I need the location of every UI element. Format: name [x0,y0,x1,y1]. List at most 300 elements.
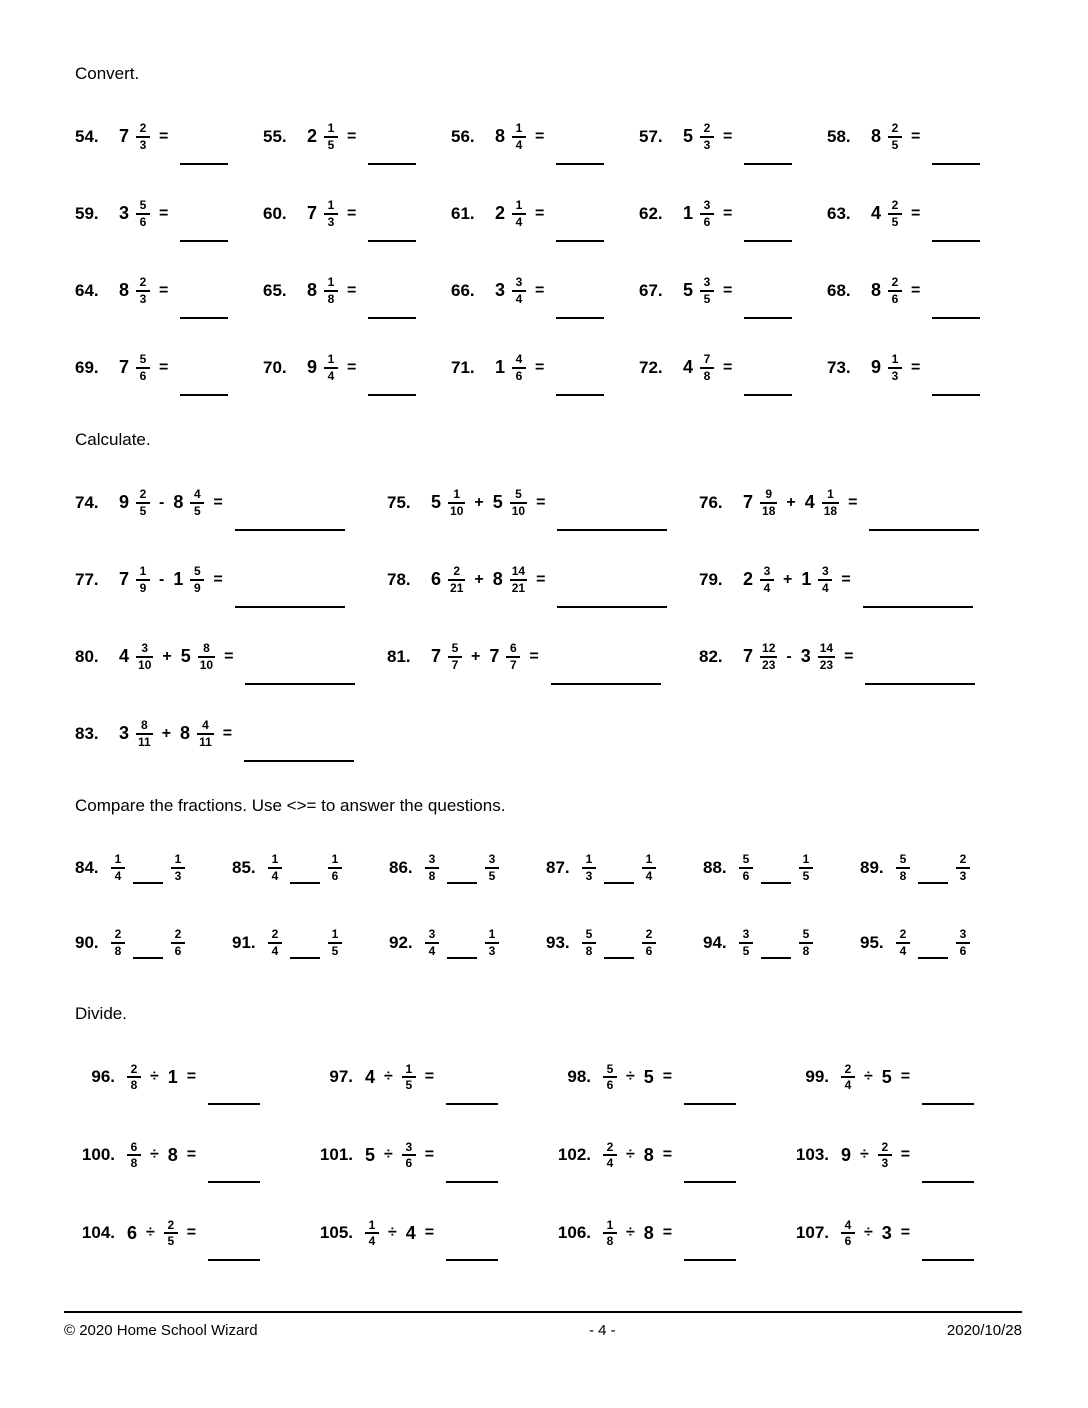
fraction-denominator: 8 [700,367,714,383]
calculate-problem [699,618,1011,695]
fraction-numerator: 1 [139,564,147,579]
fraction [190,487,204,518]
fraction-denominator: 4 [512,213,526,229]
division-sign: ÷ [150,1068,159,1085]
division-sign: ÷ [864,1068,873,1085]
fraction-numerator: 2 [606,1139,614,1154]
fraction-denominator: 11 [199,734,212,749]
fraction [324,121,338,152]
operand [365,1067,375,1088]
compare-problem [75,830,232,905]
operand [882,1067,892,1088]
fraction-numerator: 3 [141,641,149,656]
problem-number: 80. [75,646,99,666]
fraction-denominator: 6 [171,942,185,958]
answer-blank [744,163,792,165]
convert-problem [75,329,263,406]
fraction-numerator: 1 [827,487,834,502]
fraction-denominator: 8 [896,867,910,883]
fraction-numerator: 5 [139,198,147,213]
fraction-numerator: 8 [141,718,148,733]
fraction-numerator: 1 [802,852,810,867]
answer-blank [180,394,228,396]
operand [173,564,204,595]
operator-sign: + [783,570,793,588]
answer-blank [368,317,416,319]
comparison-blank [604,882,634,884]
operand [743,564,774,595]
operand [127,1223,137,1244]
answer-blank [446,1181,498,1183]
fraction [896,927,910,958]
whole-number: 1 [173,569,184,589]
problem-number: 77. [75,569,99,589]
fraction [818,641,835,672]
comparison-blank [290,957,320,959]
fraction-numerator: 6 [130,1139,138,1154]
compare-problem [232,905,389,980]
section-title-convert: Convert. [75,64,140,83]
fraction-numerator: 2 [899,927,907,942]
problem-number: 54. [75,126,99,146]
problem-number: 72. [639,357,663,377]
operand [871,121,902,152]
fraction-denominator: 3 [582,867,596,883]
problem-number: 82. [699,646,723,666]
fraction-numerator: 5 [515,487,522,502]
whole-number: 4 [871,203,882,223]
fraction [136,198,150,229]
fraction-numerator: 12 [762,641,776,656]
fraction-denominator: 10 [511,503,526,518]
fraction-numerator: 2 [174,927,182,942]
compare-problem [232,830,389,905]
fraction-denominator: 6 [841,1232,855,1248]
operand [119,564,150,595]
section-title-calculate: Calculate. [75,430,151,449]
operand [683,275,714,306]
section-title-divide: Divide. [75,1004,127,1023]
operand [603,1140,617,1171]
fraction-denominator: 18 [762,503,776,518]
operand [495,352,526,383]
operand [168,1067,178,1088]
problem-number: 103. [795,1145,829,1164]
whole-number: 5 [365,1144,376,1165]
fraction [799,852,813,883]
answer-blank [869,529,979,531]
problem-number: 74. [75,492,99,512]
convert-problem [639,252,827,329]
equals-sign: = [424,1224,435,1241]
answer-blank [865,683,975,685]
operand [489,641,520,672]
comparison-blank [133,882,163,884]
whole-number: 8 [180,723,191,743]
problem-number: 78. [387,569,411,589]
fraction-denominator: 5 [485,867,499,883]
fraction-denominator: 3 [171,867,185,883]
whole-number: 7 [743,492,754,512]
equals-sign: = [159,204,169,222]
calculate-problem-grid [75,464,1027,772]
divide-problem [75,1116,313,1194]
fraction [760,641,777,672]
fraction [956,927,970,958]
fraction-numerator: 2 [891,198,899,213]
fraction-denominator: 10 [450,503,464,518]
fraction-numerator: 1 [515,121,523,136]
compare-problem [389,830,546,905]
problem-number: 81. [387,646,411,666]
fraction-numerator: 1 [488,927,496,942]
problem-number: 89. [860,857,884,877]
answer-blank [446,1259,498,1261]
compare-problem [546,830,703,905]
convert-problem [75,175,263,252]
operand [495,198,526,229]
answer-blank [446,1103,498,1105]
fraction-numerator: 1 [606,1217,614,1232]
division-sign: ÷ [384,1146,393,1163]
compare-problem [75,905,232,980]
comparison-blank [447,882,477,884]
section-title-compare: Compare the fractions. Use <>= to answer the questions. [75,796,506,815]
answer-blank [744,394,792,396]
fraction-numerator: 5 [742,852,750,867]
fraction-denominator: 4 [268,867,282,883]
equals-sign: = [347,358,357,376]
footer-date: 2020/10/28 [946,1322,1022,1339]
fraction-denominator: 8 [603,1232,617,1248]
divide-problem [313,1038,551,1116]
fraction-denominator: 21 [511,580,526,595]
fraction-numerator: 1 [114,852,122,867]
operand [307,352,338,383]
equals-sign: = [911,127,921,145]
answer-blank [180,163,228,165]
fraction [582,927,596,958]
compare-problem-grid [75,830,1027,980]
problem-number: 105. [319,1223,353,1242]
operand [119,718,153,749]
answer-blank [556,240,604,242]
whole-number: 7 [431,646,442,666]
fraction-denominator: 7 [448,656,462,672]
equals-sign: = [900,1146,911,1163]
division-sign: ÷ [150,1146,159,1163]
fraction [268,927,282,958]
division-sign: ÷ [626,1224,635,1241]
fraction [799,927,813,958]
fraction-denominator: 8 [127,1154,141,1170]
whole-number: 7 [119,126,130,146]
fraction-denominator: 21 [450,580,464,595]
fraction-denominator: 8 [127,1076,141,1092]
convert-problem [75,252,263,329]
operator-sign: + [162,647,172,665]
division-sign: ÷ [384,1068,393,1085]
convert-problem [75,98,263,175]
fraction-denominator: 4 [268,942,282,958]
fraction-numerator: 14 [511,564,526,579]
fraction [760,564,774,595]
fraction-numerator: 1 [327,275,335,290]
equals-sign: = [723,358,733,376]
operand [493,564,527,595]
operand [841,1218,855,1249]
operand [307,275,338,306]
problem-number: 65. [263,280,287,300]
fraction [642,927,656,958]
fraction [739,927,753,958]
operator-sign: + [471,647,481,665]
whole-number: 7 [743,646,754,666]
operand [743,487,777,518]
whole-number: 8 [643,1144,654,1165]
divide-problem [551,1194,789,1272]
fraction-denominator: 4 [896,942,910,958]
equals-sign: = [911,204,921,222]
problem-number: 90. [75,932,99,952]
fraction-denominator: 4 [603,1154,617,1170]
operand [683,198,714,229]
answer-blank [557,529,667,531]
fraction [136,718,153,749]
problem-number: 106. [557,1223,591,1242]
fraction [164,1218,178,1249]
whole-number: 5 [492,492,503,512]
whole-number: 5 [431,492,442,512]
fraction-numerator: 1 [327,121,335,136]
operator-sign: + [474,570,484,588]
comparison-blank [290,882,320,884]
fraction-numerator: 4 [194,487,201,502]
fraction [896,852,910,883]
problem-number: 68. [827,280,851,300]
fraction [425,927,439,958]
problem-number: 104. [81,1223,115,1242]
comparison-blank [918,957,948,959]
operand [127,1062,141,1093]
whole-number: 8 [307,280,318,300]
fraction-denominator: 4 [841,1076,855,1092]
problem-number: 102. [557,1145,591,1164]
fraction-numerator: 2 [139,275,147,290]
equals-sign: = [159,127,169,145]
fraction-numerator: 2 [959,852,967,867]
fraction-numerator: 2 [139,121,147,136]
fraction [603,1062,617,1093]
fraction [425,852,439,883]
convert-problem [827,175,1015,252]
equals-sign: = [844,647,854,665]
compare-problem [546,905,703,980]
operand [168,1145,178,1166]
fraction-numerator: 3 [428,852,436,867]
divide-problem [551,1038,789,1116]
problem-number: 63. [827,203,851,223]
convert-problem-grid [75,98,1027,406]
fraction-denominator: 6 [512,367,526,383]
problem-number: 59. [75,203,99,223]
whole-number: 8 [871,126,882,146]
fraction [700,352,714,383]
calculate-problem [387,541,699,618]
divide-problem [313,1194,551,1272]
whole-number: 4 [804,492,815,512]
fraction-numerator: 1 [585,852,593,867]
fraction [136,641,153,672]
division-sign: ÷ [626,1068,635,1085]
whole-number: 5 [683,126,694,146]
problem-number: 71. [451,357,475,377]
whole-number: 8 [492,569,503,589]
fraction-numerator: 5 [194,564,201,579]
operand [119,121,150,152]
operand [841,1145,851,1166]
calculate-problem [75,464,387,541]
fraction [841,1218,855,1249]
fraction [328,927,342,958]
answer-blank [863,606,973,608]
problem-number: 57. [639,126,663,146]
fraction-numerator: 2 [645,927,653,942]
problem-number: 73. [827,357,851,377]
fraction [485,927,499,958]
fraction-numerator: 3 [822,564,829,579]
whole-number: 4 [365,1066,376,1087]
fraction [956,852,970,883]
comparison-blank [133,957,163,959]
fraction [136,121,150,152]
fraction-denominator: 8 [111,942,125,958]
operator-sign: - [159,493,165,511]
fraction-numerator: 3 [742,927,750,942]
equals-sign: = [911,358,921,376]
operand [801,641,835,672]
whole-number: 2 [495,203,506,223]
problem-number: 60. [263,203,287,223]
fraction [888,275,902,306]
fraction-numerator: 4 [844,1217,852,1232]
problem-number: 64. [75,280,99,300]
fraction-numerator: 3 [515,275,523,290]
fraction [512,121,526,152]
equals-sign: = [900,1068,911,1085]
calculate-problem [75,541,387,618]
footer-page-number: - 4 - [588,1322,616,1339]
convert-problem [263,175,451,252]
fraction-numerator: 9 [765,487,773,502]
whole-number: 5 [881,1066,892,1087]
fraction-numerator: 2 [703,121,711,136]
fraction-numerator: 3 [405,1139,413,1154]
equals-sign: = [536,570,546,588]
answer-blank [208,1259,260,1261]
fraction-denominator: 5 [324,136,338,152]
whole-number: 3 [119,723,130,743]
fraction-numerator: 3 [703,275,711,290]
operand [683,352,714,383]
convert-problem [827,329,1015,406]
whole-number: 3 [495,280,506,300]
calculate-problem [387,464,699,541]
fraction [328,852,342,883]
whole-number: 9 [307,357,318,377]
problem-number: 58. [827,126,851,146]
equals-sign: = [347,127,357,145]
answer-blank [684,1103,736,1105]
equals-sign: = [222,724,233,742]
fraction-denominator: 6 [888,290,902,306]
fraction [402,1062,416,1093]
equals-sign: = [911,281,921,299]
whole-number: 6 [127,1222,138,1243]
fraction-denominator: 4 [111,867,125,883]
fraction-denominator: 5 [739,942,753,958]
operand [871,198,902,229]
fraction-numerator: 14 [819,641,834,656]
divide-problem [75,1038,313,1116]
fraction-denominator: 18 [823,503,838,518]
equals-sign: = [535,127,545,145]
fraction [324,198,338,229]
operand [495,121,526,152]
convert-problem [263,98,451,175]
convert-problem [451,329,639,406]
fraction [111,852,125,883]
fraction-denominator: 6 [136,213,150,229]
compare-problem [703,905,860,980]
answer-blank [235,529,345,531]
fraction [136,275,150,306]
operand [801,564,832,595]
whole-number: 1 [167,1066,178,1087]
fraction [365,1218,379,1249]
fraction [136,487,150,518]
fraction-denominator: 11 [138,734,151,749]
fraction-denominator: 6 [700,213,714,229]
fraction-numerator: 5 [451,641,459,656]
fraction [485,852,499,883]
fraction-numerator: 5 [585,927,593,942]
equals-sign: = [723,127,733,145]
answer-blank [368,240,416,242]
operator-sign: + [786,493,796,511]
whole-number: 5 [643,1066,654,1087]
fraction-denominator: 6 [136,367,150,383]
answer-blank [235,606,345,608]
problem-number: 87. [546,857,570,877]
whole-number: 9 [119,492,130,512]
operand [164,1218,178,1249]
operand [431,564,465,595]
answer-blank [932,394,980,396]
problem-number: 99. [805,1067,829,1086]
division-sign: ÷ [860,1146,869,1163]
fraction-numerator: 3 [959,927,967,942]
fraction-denominator: 3 [888,367,902,383]
problem-number: 84. [75,857,99,877]
fraction [760,487,777,518]
equals-sign: = [662,1146,673,1163]
operand [603,1218,617,1249]
fraction-numerator: 3 [703,198,711,213]
fraction-denominator: 5 [402,1076,416,1092]
fraction-numerator: 2 [891,121,899,136]
division-sign: ÷ [626,1146,635,1163]
